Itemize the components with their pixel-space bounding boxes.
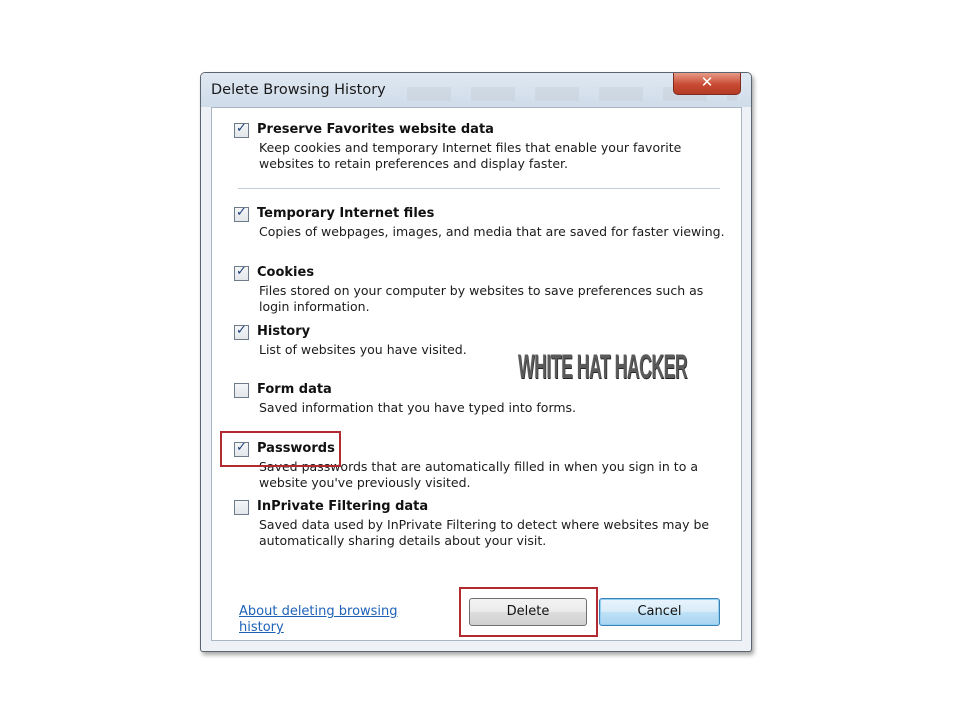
close-icon: ✕ [700, 73, 714, 91]
cancel-button[interactable]: Cancel [599, 598, 720, 626]
option-description: Saved information that you have typed into forms. [259, 400, 577, 415]
watermark-text: WHITE HAT HACKER [518, 348, 688, 386]
option-title[interactable]: InPrivate Filtering data [257, 499, 429, 514]
checkbox-form-data[interactable] [234, 383, 249, 398]
delete-browsing-history-dialog [200, 72, 752, 652]
option-description: Copies of webpages, images, and media that are saved for faster viewing. [259, 224, 725, 239]
option-description: Saved passwords that are automatically filled in when you sign in to a website you've previously visited. [259, 459, 698, 490]
option-title[interactable]: Cookies [257, 265, 315, 280]
dialog-title: Delete Browsing History [211, 82, 386, 98]
title-bar [201, 73, 751, 107]
checkmark-icon: ✓ [236, 440, 247, 455]
about-deleting-history-link[interactable]: About deleting browsing history [239, 604, 398, 635]
checkbox-inprivate-filtering[interactable] [234, 500, 249, 515]
checkmark-icon: ✓ [236, 205, 247, 220]
white-overlay-patch [374, 360, 516, 378]
checkbox-history[interactable] [234, 325, 249, 340]
checkbox-cookies[interactable] [234, 266, 249, 281]
passwords-highlight-box [220, 431, 341, 467]
checkmark-icon: ✓ [236, 323, 247, 338]
option-description: List of websites you have visited. [259, 342, 467, 357]
options-panel [211, 107, 742, 641]
option-description: Files stored on your computer by websites to save preferences such as login information. [259, 283, 704, 314]
checkbox-preserve-favorites[interactable] [234, 123, 249, 138]
option-title[interactable]: Form data [257, 382, 332, 397]
option-description: Keep cookies and temporary Internet files that enable your favorite websites to retain preferences and display faster. [259, 140, 682, 171]
checkmark-icon: ✓ [236, 264, 247, 279]
option-title[interactable]: Preserve Favorites website data [257, 122, 494, 137]
checkbox-temporary-internet-files[interactable] [234, 207, 249, 222]
checkmark-icon: ✓ [236, 121, 247, 136]
option-title[interactable]: History [257, 324, 311, 339]
option-description: Saved data used by InPrivate Filtering to detect where websites may be automatically sharing details about your visit. [259, 517, 710, 548]
option-title[interactable]: Passwords [257, 441, 335, 456]
close-button[interactable] [673, 73, 741, 95]
separator [238, 188, 720, 189]
option-title[interactable]: Temporary Internet files [257, 206, 435, 221]
delete-button[interactable]: Delete [469, 598, 587, 626]
